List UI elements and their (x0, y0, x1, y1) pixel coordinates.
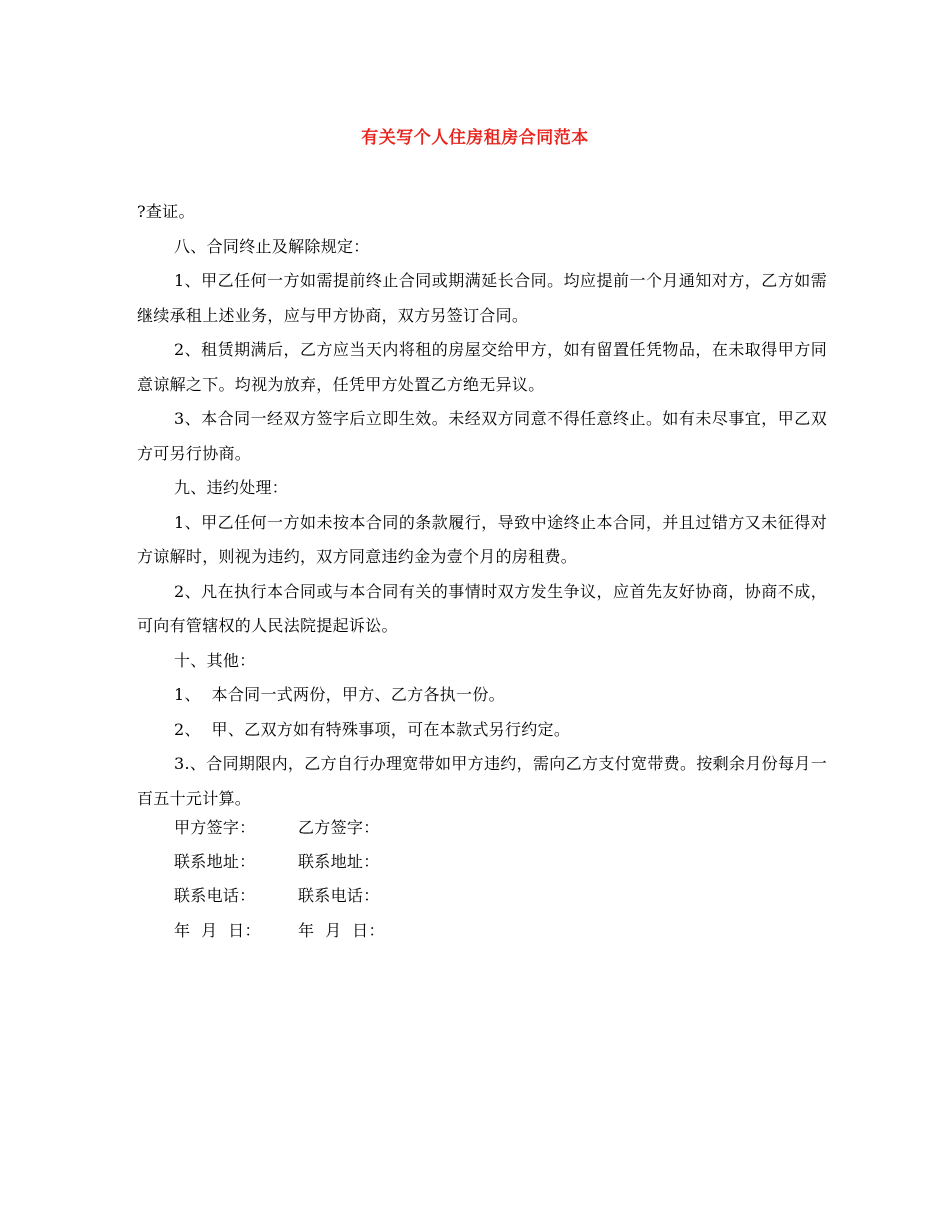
section-heading-breach: 九、违约处理： (174, 478, 289, 497)
section-heading-other: 十、其他： (174, 650, 256, 670)
clause-breach-2: 2、凡在执行本合同或与本合同有关的事情时双方发生争议，应首先友好协商，协商不成，可向有管辖权的人民法院提起诉讼。 (137, 581, 827, 635)
signature-row (174, 811, 385, 845)
party-b-signature-label: 乙方签字： (298, 818, 380, 837)
party-b-date-label: 年 月 日： (298, 920, 385, 940)
party-b-phone-label: 联系电话： (298, 886, 380, 906)
clause-other-2: 2、 甲、乙双方如有特殊事项，可在本款式另行约定。 (174, 719, 571, 739)
party-a-date-label: 年 月 日： (174, 920, 261, 940)
address-row (174, 845, 385, 879)
signature-block (174, 811, 385, 948)
party-a-address-label: 联系地址： (174, 852, 256, 872)
clause-termination-3: 3、本合同一经双方签字后立即生效。未经双方同意不得任意终止。如有未尽事宜，甲乙双方可另行协商。 (137, 409, 827, 463)
paragraph-continuation: ?查证。 (137, 202, 195, 221)
section-heading-termination: 八、合同终止及解除规定： (174, 236, 370, 256)
date-row (174, 914, 385, 948)
document-title: 有关写个人住房租房合同范本 (361, 128, 589, 148)
party-a-phone-label: 联系电话： (174, 886, 256, 906)
party-b-address-label: 联系地址： (298, 852, 380, 872)
party-a-signature-label: 甲方签字： (174, 818, 256, 837)
clause-termination-2: 2、租赁期满后，乙方应当天内将租的房屋交给甲方，如有留置任凭物品，在未取得甲方同意谅解之下。均视为放弃，任凭甲方处置乙方绝无异议。 (137, 340, 827, 394)
clause-termination-1: 1、甲乙任何一方如需提前终止合同或期满延长合同。均应提前一个月通知对方，乙方如需继续承租上述业务，应与甲方协商，双方另签订合同。 (137, 271, 827, 325)
clause-breach-1: 1、甲乙任何一方如未按本合同的条款履行，导致中途终止本合同，并且过错方又未征得对方谅解时，则视为违约，双方同意违约金为壹个月的房租费。 (137, 512, 827, 566)
clause-other-3: 3.、合同期限内，乙方自行办理宽带如甲方违约，需向乙方支付宽带费。按剩余月份每月一百五十元计算。 (137, 754, 827, 808)
contract-body (137, 195, 827, 816)
phone-row (174, 879, 385, 913)
clause-other-1: 1、 本合同一式两份，甲方、乙方各执一份。 (174, 685, 505, 704)
